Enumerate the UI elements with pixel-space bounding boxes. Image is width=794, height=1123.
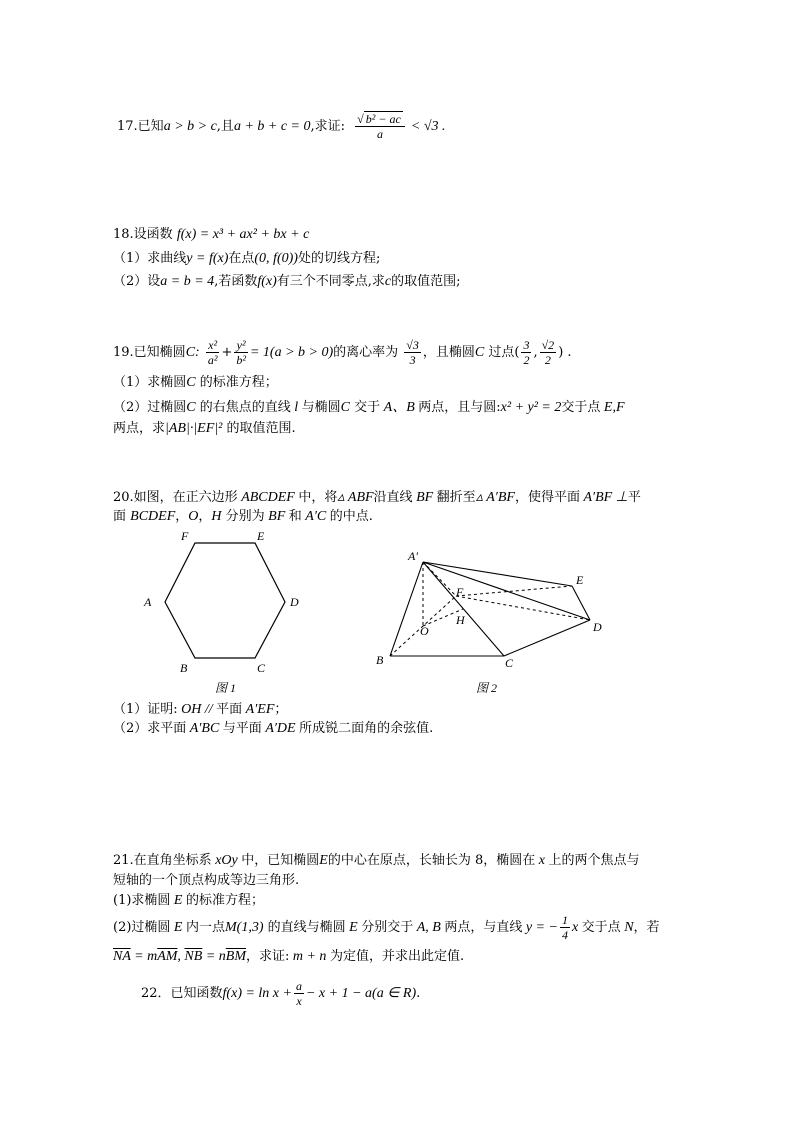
p20-l1-c: 沿直线 bbox=[373, 490, 413, 505]
problem-21-q2 bbox=[113, 913, 660, 943]
p22-m1: f(x) = ln x + bbox=[222, 986, 292, 1001]
p19-pass: ，且椭圆 bbox=[422, 345, 475, 360]
p19-q1-c: C bbox=[186, 375, 196, 390]
p21-l1-c: 的中心在原点，长轴长为 8，椭圆在 bbox=[327, 853, 536, 868]
p19-q2-a: （2）过椭圆 bbox=[113, 400, 187, 415]
problem-18-q1 bbox=[113, 250, 380, 268]
p19-eq-rest: = 1(a > b > 0) bbox=[249, 345, 334, 360]
figure-2-svg bbox=[368, 540, 618, 700]
p21-q2-m3: E bbox=[345, 920, 362, 935]
fig1-label-c: C bbox=[257, 661, 266, 675]
p19-pt-x-num: 3 bbox=[523, 338, 530, 352]
p20-q1-c: ； bbox=[274, 702, 288, 717]
fig2-label-f: F bbox=[456, 585, 464, 599]
p20-l1-m4: ▵ A′BF bbox=[475, 490, 515, 505]
p19-pt-y-den: 2 bbox=[544, 353, 551, 367]
problem-19-q2 bbox=[113, 399, 625, 417]
p21-q2-frac-den: 4 bbox=[561, 928, 568, 942]
p18-q1-m1: y = f(x) bbox=[186, 251, 229, 266]
p19-ecc-text: 的离心率为 bbox=[333, 345, 399, 360]
p17-prove: ,求证: bbox=[310, 119, 346, 134]
p19-q1-b: 的标准方程； bbox=[195, 375, 278, 390]
p18-prefix: 18.设函数 bbox=[113, 227, 173, 242]
p19-q2-b: 的右焦点的直线 bbox=[195, 400, 291, 415]
p20-l1-e: ，使得平面 bbox=[514, 490, 580, 505]
p21-q3-b: 为定值，并求出此定值. bbox=[329, 949, 465, 964]
p19-y-frac: $\frac{\text{y²}}{\text{b²}}$ bbox=[236, 338, 246, 367]
p21-q2-frac-num: 1 bbox=[561, 913, 568, 927]
p18-q2-m2: f(x) bbox=[257, 274, 277, 289]
edge-f-e bbox=[456, 586, 572, 596]
figure-1-hexagon bbox=[130, 526, 320, 701]
fig1-label-a: A bbox=[144, 595, 152, 609]
p19-q1-a: （1）求椭圆 bbox=[113, 375, 187, 390]
problem-19-q1 bbox=[113, 374, 278, 392]
p21-l1-m1: xOy bbox=[211, 853, 242, 868]
p18-q2-d: 的取值范围; bbox=[391, 274, 461, 289]
p21-q2-b: 内一点 bbox=[185, 920, 225, 935]
p20-l2-m4: BF bbox=[264, 509, 289, 524]
p21-q2-f: 交于点 bbox=[581, 920, 621, 935]
problem-20-line1 bbox=[113, 489, 641, 507]
p21-q2-m5: y = − bbox=[522, 920, 558, 935]
p21-l1-a: 21.在直角坐标系 bbox=[113, 853, 212, 868]
problem-18-q2 bbox=[113, 273, 461, 291]
p21-q2-m6: x bbox=[571, 920, 582, 935]
p17-num: b² − ac bbox=[365, 112, 401, 126]
p18-q1-b: 在点 bbox=[228, 251, 255, 266]
figure-1-svg bbox=[130, 526, 320, 701]
p19-prefix: 19.已知椭圆 bbox=[113, 345, 186, 360]
p20-q1-a: （1）证明: bbox=[113, 702, 178, 717]
p19-q3-a: 两点，求 bbox=[113, 421, 166, 436]
p20-l2-b: ， bbox=[175, 509, 189, 524]
p20-q2-a: （2）求平面 bbox=[113, 721, 187, 736]
p20-l2-c: ， bbox=[198, 509, 212, 524]
problem-20-line2 bbox=[113, 508, 373, 526]
p18-q2-c: 有三个不同零点,求 bbox=[276, 274, 385, 289]
p21-l2: 短轴的一个顶点构成等边三角形. bbox=[113, 873, 300, 888]
p21-q2-frac bbox=[560, 913, 570, 942]
p20-l2-a: 面 bbox=[113, 509, 131, 524]
p19-q2-c: C bbox=[186, 400, 196, 415]
p21-q1-b: 的标准方程； bbox=[185, 893, 264, 908]
p21-l1-m2: E bbox=[319, 853, 328, 868]
p19-q2-ab: A、B bbox=[380, 400, 419, 415]
problem-21-line2 bbox=[113, 872, 299, 890]
p19-pt-x-den: 2 bbox=[523, 353, 530, 367]
p21-q3-m2: = m bbox=[130, 949, 158, 964]
p18-q2-m1: a = b = 4 bbox=[160, 274, 215, 289]
problem-22 bbox=[141, 978, 420, 1010]
p21-q3-m6: = n bbox=[202, 949, 226, 964]
p22-frac-num: a bbox=[295, 979, 302, 993]
p21-q3-a: ，求证: bbox=[245, 949, 290, 964]
p18-q2-m3: c bbox=[384, 274, 392, 289]
problem-21-q1 bbox=[113, 892, 264, 910]
p17-prefix: 17.已知 bbox=[117, 119, 164, 134]
p22-frac bbox=[294, 979, 304, 1008]
p21-q3-m4: , bbox=[177, 949, 185, 964]
p21-vec-am: $\overline{AM}$ bbox=[157, 949, 178, 964]
problem-19-line1: 19.已知椭圆C: $\frac{\text{x²}}{\text{a²}}$ + $\frac{\text{y²}}{\text{b²}}$ = 1(a > b > 0)的离心率为 $\frac{√3}{3}$ ，且椭圆C 过点( $\frac{3}{2}$ , $\frac{√2}{2}$ ) . bbox=[113, 338, 572, 367]
p19-q2-e: 交于 bbox=[350, 400, 381, 415]
p17-cond2: a + b + c = 0 bbox=[233, 119, 311, 134]
p21-q1-a: (1)求椭圆 bbox=[113, 893, 171, 908]
p19-ecc-frac bbox=[404, 338, 421, 367]
p20-l1-d: 翻折至 bbox=[436, 490, 476, 505]
p19-ecc-num: √3 bbox=[406, 338, 419, 352]
p17-fraction: $\frac{\text{√ b² − ac}}{a}$ bbox=[355, 112, 405, 141]
p19-pass2: 过点( bbox=[484, 345, 520, 360]
fig2-label-c: C bbox=[505, 656, 514, 670]
p21-q2-d: 分别交于 bbox=[361, 920, 414, 935]
p19-pt-end: ) . bbox=[558, 345, 572, 360]
fig2-label-a-prime: A′ bbox=[408, 549, 418, 563]
edge-a-b bbox=[390, 562, 423, 656]
p19-q2-f: 两点，且与圆: bbox=[418, 400, 501, 415]
p21-vec-na: $\overline{NA}$ bbox=[113, 949, 131, 964]
p21-q2-m1: E bbox=[170, 920, 186, 935]
problem-21-line1 bbox=[113, 852, 639, 870]
p21-l1-m3: x bbox=[535, 853, 549, 868]
p20-l1-m5: A′BF ⊥ bbox=[579, 490, 628, 505]
p20-l1-m2: ▵ ABF bbox=[337, 490, 374, 505]
p19-q2-ef: E,F bbox=[600, 400, 625, 415]
p20-q1-b: 平面 bbox=[216, 702, 243, 717]
edge-a-f bbox=[423, 562, 456, 596]
p19-ecc-den: 3 bbox=[409, 353, 416, 367]
p18-q2-a: （2）设 bbox=[113, 274, 161, 289]
problem-20-q1 bbox=[113, 701, 287, 719]
p21-q3-m8: m + n bbox=[289, 949, 330, 964]
p19-pt-y-num: √2 bbox=[541, 338, 555, 352]
p21-vec-bm: $\overline{BM}$ bbox=[225, 949, 246, 964]
p21-l1-b: 中，已知椭圆 bbox=[241, 853, 320, 868]
p19-q2-c2: C bbox=[340, 400, 351, 415]
p20-q2-c: 所成锐二面角的余弦值. bbox=[299, 721, 434, 736]
p19-pt-y bbox=[540, 338, 557, 367]
fig2-label-b: B bbox=[376, 653, 384, 667]
hexagon-shape bbox=[165, 543, 285, 658]
problem-21-q2-cont bbox=[113, 948, 464, 966]
problem-19-q2-cont bbox=[113, 420, 296, 438]
p18-q2-b: ,若函数 bbox=[214, 274, 258, 289]
p20-l1-b: 中，将 bbox=[298, 490, 338, 505]
p22-end: . bbox=[416, 986, 421, 1001]
p20-l2-d: 分别为 bbox=[221, 509, 265, 524]
p20-l1-a: 20.如图，在正六边形 bbox=[113, 490, 238, 505]
p17-rhs: < √3 . bbox=[410, 119, 446, 134]
fig1-label-e: E bbox=[257, 529, 265, 543]
p20-l2-m2: O bbox=[188, 509, 199, 524]
p21-q2-g: ，若 bbox=[633, 920, 660, 935]
edge-a-e bbox=[423, 562, 572, 586]
p18-q1-m2: (0, f(0)) bbox=[254, 251, 298, 266]
p19-q3-b: 的取值范围. bbox=[222, 421, 296, 436]
problem-20-q2 bbox=[113, 720, 433, 738]
p19-q3-m: |AB|·|EF|² bbox=[165, 421, 223, 436]
p20-l2-f: 的中点. bbox=[329, 509, 373, 524]
p19-q2-circle: x² + y² = 2 bbox=[500, 400, 562, 415]
fig1-label-d: D bbox=[290, 595, 299, 609]
p20-q1-m2: A′EF bbox=[242, 702, 275, 717]
p19-x-frac: $\frac{\text{x²}}{\text{a²}}$ bbox=[207, 338, 218, 367]
fig2-label-e: E bbox=[576, 573, 584, 587]
p19-q2-l: l bbox=[290, 400, 302, 415]
p18-func: f(x) = x³ + ax² + bx + c bbox=[176, 227, 310, 242]
p21-q1-m: E bbox=[170, 893, 186, 908]
p21-l1-d: 上的两个焦点与 bbox=[548, 853, 640, 868]
p20-q1-m: OH // bbox=[177, 702, 217, 717]
p20-q2-m1: A′BC bbox=[186, 721, 223, 736]
fig2-label-h: H bbox=[456, 613, 465, 627]
p21-q2-e: 两点，与直线 bbox=[444, 920, 523, 935]
problem-17 bbox=[117, 112, 446, 141]
problem-18-line1 bbox=[113, 226, 309, 244]
p20-l1-f: 平 bbox=[627, 490, 641, 505]
p19-q2-g: 交于点 bbox=[561, 400, 601, 415]
fig2-caption: 图 2 bbox=[476, 681, 498, 695]
fig2-label-d: D bbox=[593, 620, 602, 634]
p22-prefix: 22．已知函数 bbox=[141, 986, 223, 1001]
p19-pt-x bbox=[521, 338, 531, 367]
p20-l1-m1: ABCDEF bbox=[237, 490, 299, 505]
p22-m2: − x + 1 − a(a ∈ R) bbox=[305, 986, 417, 1001]
p19-c2: C bbox=[474, 345, 485, 360]
p21-q2-m7: N bbox=[620, 920, 634, 935]
p21-q2-m2: M(1,3) bbox=[225, 920, 264, 935]
fig2-label-o: O bbox=[420, 624, 429, 638]
p20-q2-b: 与平面 bbox=[222, 721, 262, 736]
p20-l1-m3: BF bbox=[412, 490, 437, 505]
p17-den: a bbox=[376, 127, 383, 141]
fig1-caption: 图 1 bbox=[215, 681, 237, 695]
p21-q2-c: 的直线与椭圆 bbox=[263, 920, 346, 935]
p20-l2-m5: A′C bbox=[301, 509, 330, 524]
p19-c: C: bbox=[185, 345, 200, 360]
edge-c-d bbox=[504, 620, 590, 656]
p18-q1-c: 处的切线方程; bbox=[297, 251, 381, 266]
p20-l2-m3: H bbox=[211, 509, 222, 524]
p22-frac-den: x bbox=[296, 994, 302, 1008]
p17-cond1: a > b > c bbox=[163, 119, 217, 134]
edge-f-d bbox=[456, 596, 590, 620]
p20-l2-m1: BCDEF bbox=[130, 509, 176, 524]
fig1-label-b: B bbox=[180, 661, 188, 675]
p21-q2-a: (2)过椭圆 bbox=[113, 920, 171, 935]
p17-mid: ,且 bbox=[216, 119, 234, 134]
p21-q2-m4: A, B bbox=[413, 920, 445, 935]
figure-2-solid bbox=[368, 540, 618, 700]
p19-q2-d: 与椭圆 bbox=[301, 400, 341, 415]
p18-q1-a: （1）求曲线 bbox=[113, 251, 187, 266]
p21-vec-nb: $\overline{NB}$ bbox=[184, 949, 203, 964]
fig1-label-f: F bbox=[181, 529, 189, 543]
p20-l2-e: 和 bbox=[288, 509, 302, 524]
p20-q2-m2: A′DE bbox=[261, 721, 300, 736]
